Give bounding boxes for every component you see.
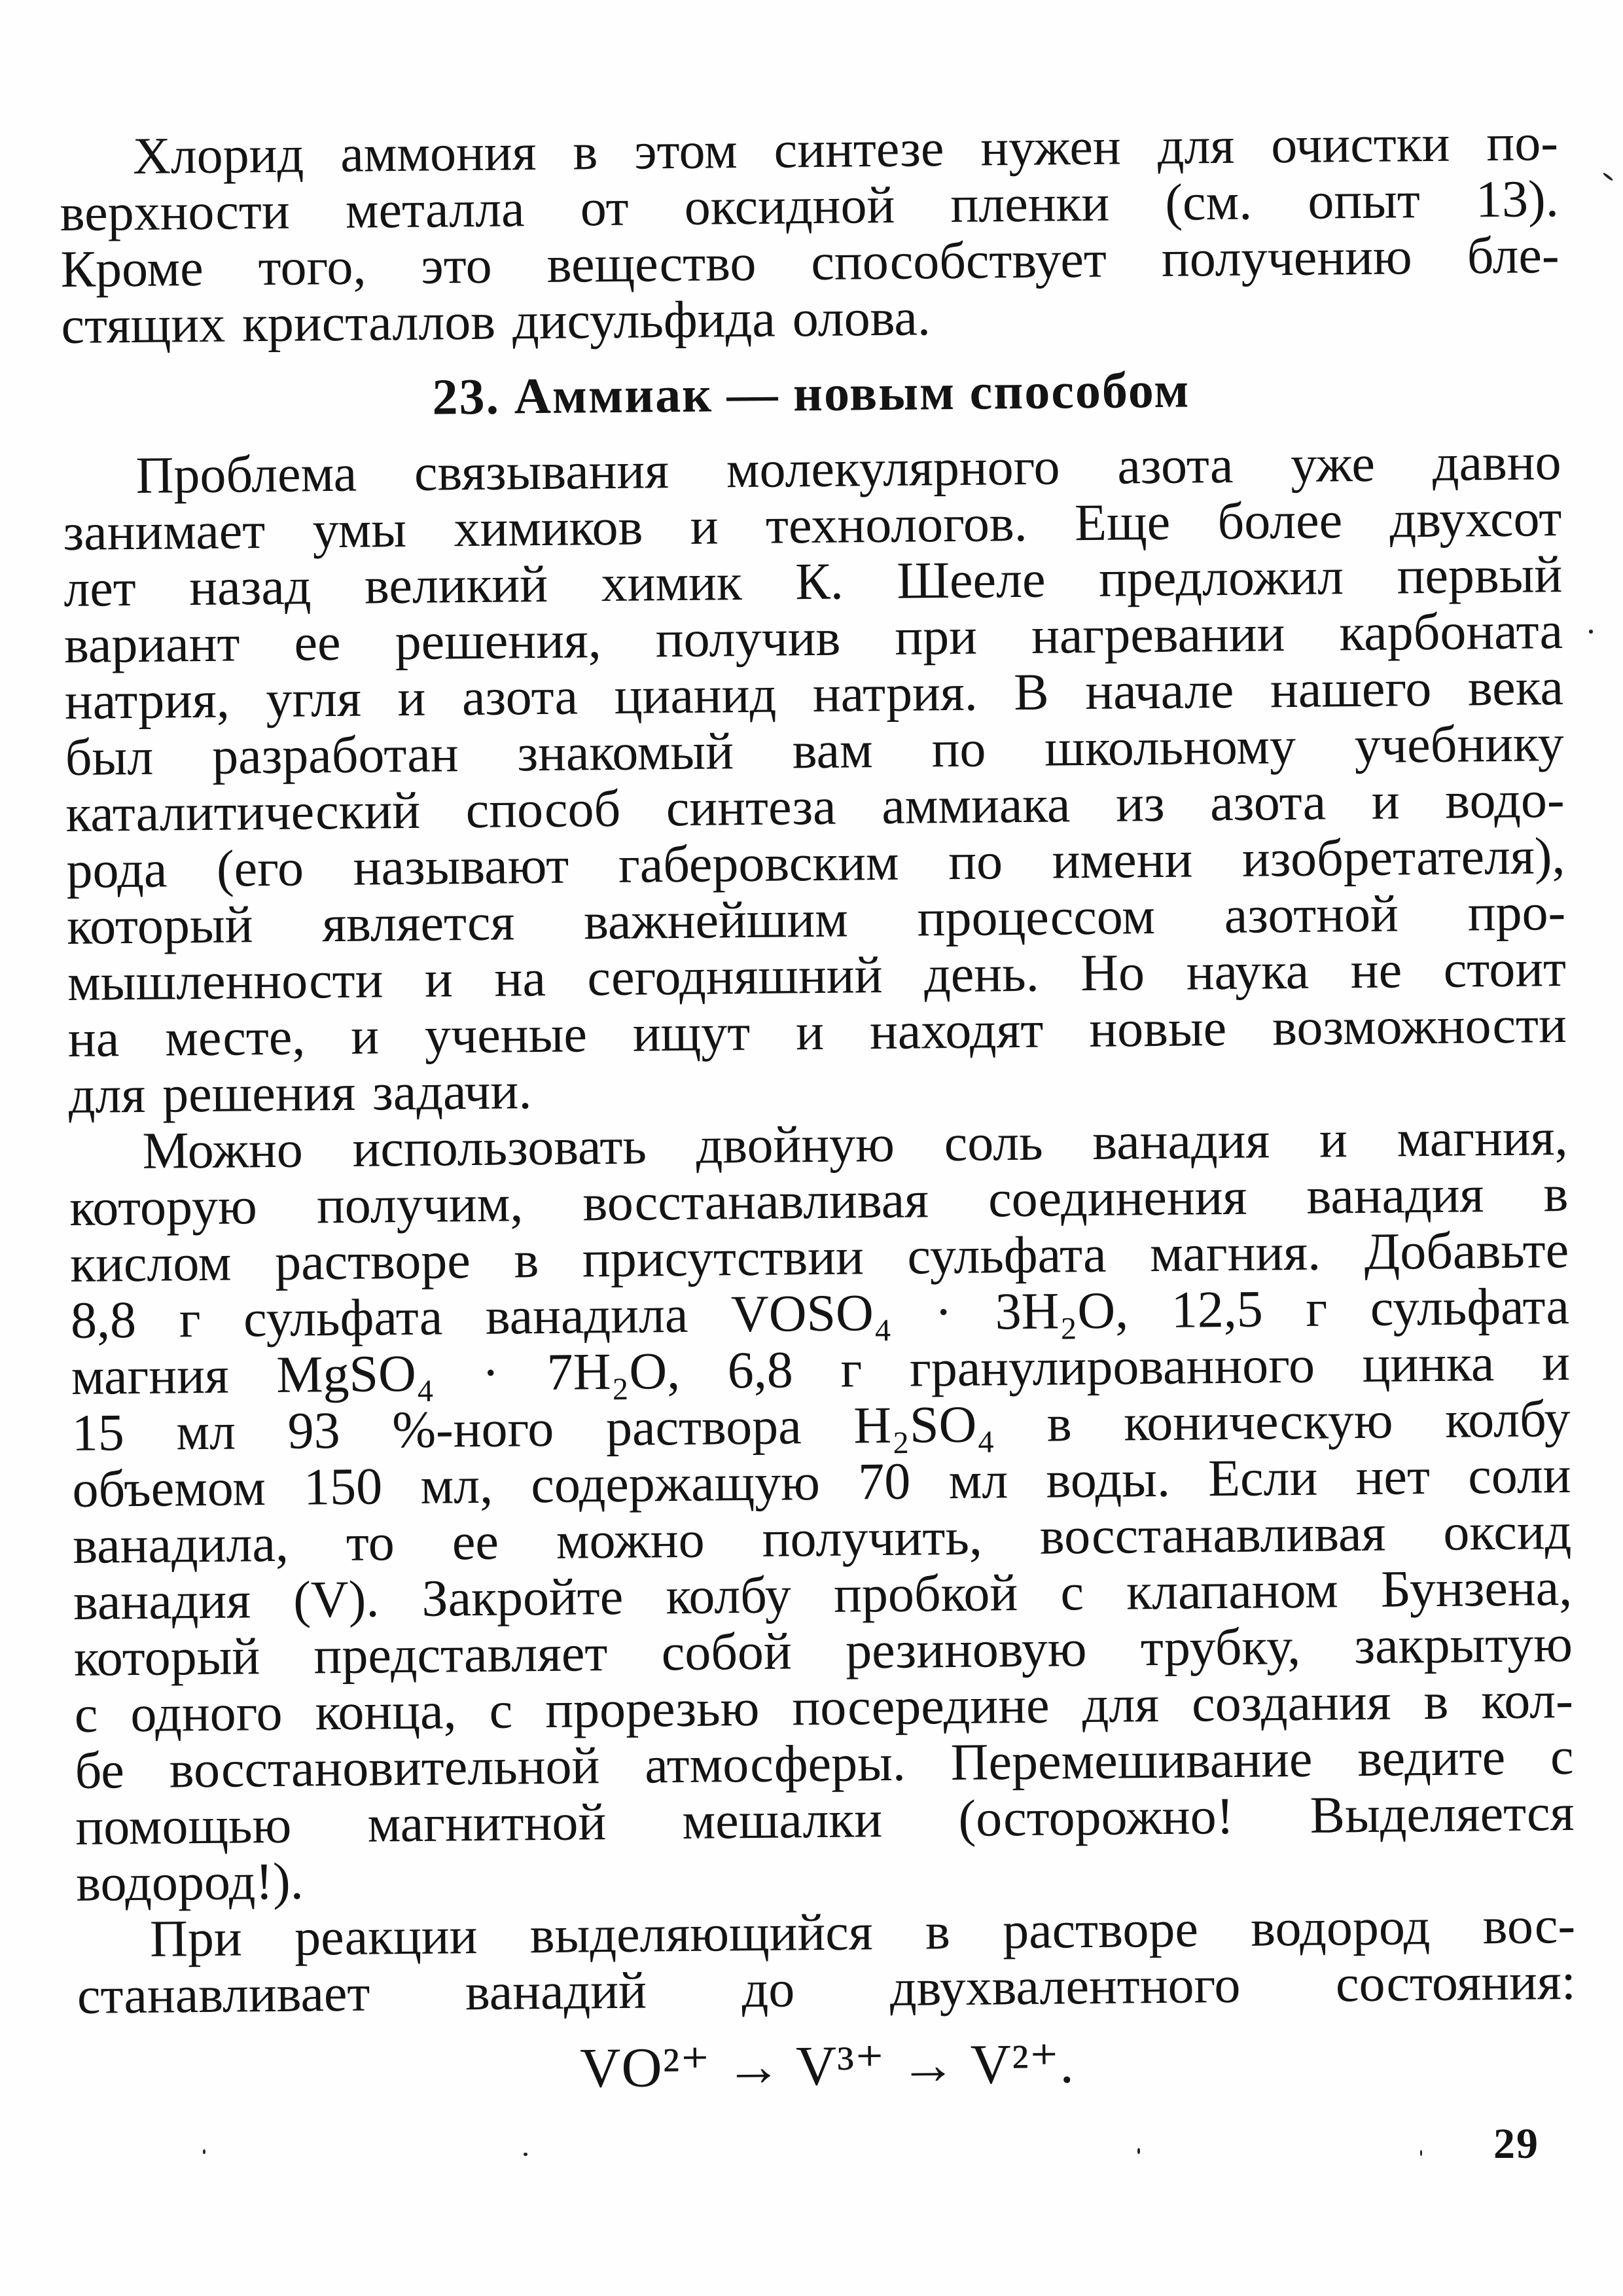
section-heading: 23. Аммиак — новым способом: [432, 361, 1190, 425]
page-number: 29: [1493, 2120, 1539, 2168]
scan-speck: [524, 2153, 527, 2156]
chemical-formula: VO²⁺ → V³⁺ → V²⁺.: [579, 2032, 1075, 2100]
text-line: с одного конца, с прорезью посередине для создания в кол-: [74, 1671, 1574, 1744]
text-line: был разработан знакомый вам по школьному учебнику: [65, 715, 1565, 787]
text-line: верхности металла от оксидной пленки (см. опыт 13).: [60, 170, 1560, 243]
text-line: каталитический способ синтеза аммиака из азота и водо-: [65, 771, 1565, 844]
text-line: занимает умы химиков и технологов. Еще более двухсот: [63, 490, 1562, 562]
paragraph-3: [69, 1109, 1575, 1912]
text-line: лет назад великий химик К. Шееле предложил первый: [63, 546, 1563, 619]
text-line: ванадила, то ее можно получить, восстанавливая оксид: [72, 1502, 1572, 1575]
text-line: При реакции выделяющийся в растворе водород вос-: [149, 1896, 1576, 1968]
scan-speck: [203, 2149, 205, 2154]
text-line: мышленности и на сегодняшний день. Но наука не стоит: [67, 940, 1567, 1012]
text-line: ванадия (V). Закройте колбу пробкой с клапаном Бунзена,: [73, 1558, 1573, 1631]
text-line: который представляет собой резиновую трубку, закрытую: [73, 1615, 1573, 1687]
scan-speck: [1137, 2148, 1140, 2154]
text-line: Можно использовать двойную соль ванадия и магния,: [142, 1109, 1568, 1180]
text-line: бе восстановительной атмосферы. Перемешивание ведите с: [75, 1727, 1574, 1800]
text-line: Хлорид аммония в этом синтезе нужен для очистки по-: [132, 114, 1559, 185]
scan-speck: [1420, 2150, 1422, 2156]
text-line: рода (его называют габеровским по имени изобретателя),: [66, 827, 1565, 900]
paragraph-2: [62, 434, 1567, 1124]
text-line: кислом растворе в присутствии сульфата магния. Добавьте: [69, 1221, 1569, 1293]
paragraph-1: [60, 115, 1560, 354]
paragraph-4: [77, 1897, 1577, 2024]
text-column: [60, 115, 1577, 2104]
text-line: Проблема связывания молекулярного азота уже давно: [135, 433, 1561, 505]
text-line: станавливает ванадий до двухвалентного состояния:: [77, 1952, 1577, 2025]
text-line: 15 мл 93 %-ного раствора H₂SO₄ в коническую колбу: [71, 1390, 1571, 1462]
text-line: для решения задачи.: [68, 1062, 532, 1124]
text-line: водород!).: [75, 1852, 304, 1912]
scan-speck: [1589, 630, 1593, 634]
text-line: объемом 150 мл, содержащую 70 мл воды. Если нет соли: [72, 1446, 1571, 1518]
text-line: стящих кристаллов дисульфида олова.: [61, 289, 931, 355]
text-line: магния MgSO₄ · 7H₂O, 6,8 г гранулированного цинка и: [71, 1333, 1571, 1406]
text-line: который является важнейшим процессом азотной про-: [66, 884, 1566, 956]
text-line: 8,8 г сульфата ванадила VOSO₄ · 3H₂O, 12,5 г сульфата: [70, 1277, 1570, 1350]
text-line: помощью магнитной мешалки (осторожно! Выделяется: [75, 1784, 1575, 1856]
text-line: вариант ее решения, получив при нагревании карбоната: [63, 602, 1563, 675]
text-line: натрия, угля и азота цианид натрия. В начале нашего века: [64, 658, 1564, 731]
scan-speck: [1603, 172, 1614, 181]
text-line: на месте, и ученые ищут и находят новые возможности: [67, 996, 1567, 1068]
text-line: которую получим, восстанавливая соединения ванадия в: [69, 1165, 1569, 1237]
text-line: Кроме того, это вещество способствует получению бле-: [60, 226, 1560, 299]
